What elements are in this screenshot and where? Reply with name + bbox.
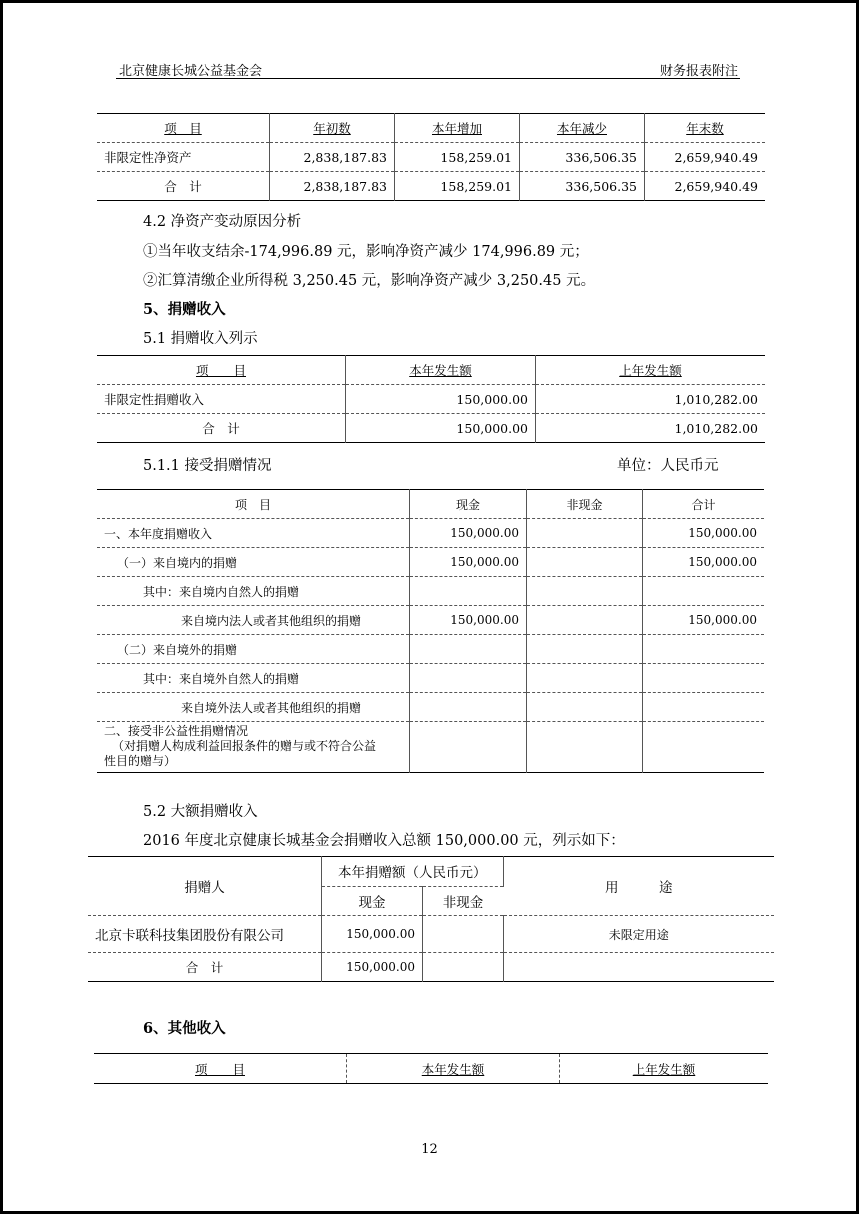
- header-doc-title: 财务报表附注: [659, 64, 738, 79]
- usage-value: 未限定用途: [503, 916, 774, 953]
- row-label: 非限定性净资产: [97, 143, 270, 172]
- header-cell: 捐赠人: [88, 857, 322, 916]
- table-row: [97, 722, 764, 773]
- paragraph: 2016 年度北京健康长城基金会捐赠收入总额 150,000.00 元，列示如下：: [143, 833, 625, 849]
- cell-value: 150,000.00: [643, 519, 765, 548]
- table-row: [97, 606, 764, 635]
- row-label: 其中：来自境内自然人的捐赠: [97, 577, 410, 606]
- cell-value: [527, 606, 643, 635]
- cell-value: 336,506.35: [520, 172, 645, 201]
- cell-value: [527, 519, 643, 548]
- header-cell: 现金: [322, 886, 423, 916]
- table-total-row: [88, 953, 774, 982]
- row-label: 合 计: [97, 172, 270, 201]
- row-label-line: 二、接受非公益性捐赠情况: [104, 724, 249, 738]
- table-row: [97, 635, 764, 664]
- header-cell: 非现金: [527, 490, 643, 519]
- row-label: 来自境外法人或者其他组织的捐赠: [97, 693, 410, 722]
- header-cell: 项 目: [94, 1054, 347, 1084]
- section-title-5: 5、捐赠收入: [143, 301, 226, 318]
- section-title-5-1-1: 5.1.1 接受捐赠情况: [143, 458, 272, 474]
- header-cell: 合计: [643, 490, 765, 519]
- cell-value: 2,659,940.49: [645, 143, 766, 172]
- header-cell: 年初数: [270, 114, 395, 143]
- cell-value: [527, 722, 643, 773]
- header-cell: 本年发生额: [347, 1054, 560, 1084]
- cell-value: 150,000.00: [322, 953, 423, 982]
- table-header-row: [97, 356, 765, 385]
- header-cell: 项 目: [97, 490, 410, 519]
- table-row: [97, 548, 764, 577]
- cell-value: 1,010,282.00: [536, 385, 766, 414]
- header-org-name: 北京健康长城公益基金会: [119, 64, 263, 79]
- header-cell: 年末数: [645, 114, 766, 143]
- table-row: [97, 577, 764, 606]
- cell-value: [643, 577, 765, 606]
- cell-value: [643, 722, 765, 773]
- row-label: 非限定性捐赠收入: [97, 385, 346, 414]
- cell-value: [503, 953, 774, 982]
- cell-value: 336,506.35: [520, 143, 645, 172]
- cell-value: 2,838,187.83: [270, 172, 395, 201]
- table-row: [97, 664, 764, 693]
- table-row: [97, 143, 765, 172]
- header-cell: 上年发生额: [632, 1061, 696, 1077]
- row-label: 合 计: [97, 414, 346, 443]
- cell-value: [423, 916, 504, 953]
- donation-income-table: [97, 355, 765, 443]
- section-title-5-2: 5.2 大额捐赠收入: [143, 804, 258, 820]
- row-label-line: 性目的赠与）: [104, 754, 177, 768]
- cell-value: 2,838,187.83: [270, 143, 395, 172]
- cell-value: [643, 635, 765, 664]
- header-cell: 本年捐赠额（人民币元）: [322, 857, 504, 887]
- cell-value: [643, 664, 765, 693]
- table-row: [97, 519, 764, 548]
- cell-value: 2,659,940.49: [674, 178, 758, 194]
- cell-value: 150,000.00: [410, 548, 527, 577]
- table-total-row: [97, 414, 765, 443]
- other-income-table: [94, 1053, 768, 1084]
- cell-value: 150,000.00: [346, 414, 536, 443]
- cell-value: 150,000.00: [410, 606, 527, 635]
- cell-value: [410, 722, 527, 773]
- row-label: [97, 722, 410, 773]
- header-cell: 上年发生额: [536, 356, 766, 385]
- cell-value: [643, 693, 765, 722]
- cell-value: [527, 548, 643, 577]
- cell-value: [527, 664, 643, 693]
- cell-value: 150,000.00: [322, 916, 423, 953]
- section-title-4-2: 4.2 净资产变动原因分析: [143, 214, 302, 230]
- cell-value: 150,000.00: [346, 385, 536, 414]
- cell-value: [410, 693, 527, 722]
- row-label: 其中：来自境外自然人的捐赠: [97, 664, 410, 693]
- cell-value: 158,259.01: [395, 172, 520, 201]
- unit-label: 单位：人民币元: [617, 458, 719, 474]
- table-total-row: [97, 172, 765, 201]
- received-donations-table: [97, 489, 764, 773]
- net-assets-table: [97, 113, 765, 201]
- row-label: 合 计: [88, 953, 322, 982]
- table-header-row: [97, 114, 765, 143]
- cell-value: [527, 577, 643, 606]
- header-cell: 本年增加: [395, 114, 520, 143]
- cell-value: 150,000.00: [643, 548, 765, 577]
- row-label: （二）来自境外的捐赠: [97, 635, 410, 664]
- row-label: 来自境内法人或者其他组织的捐赠: [97, 606, 410, 635]
- table-row: [88, 916, 774, 953]
- cell-value: 150,000.00: [643, 606, 765, 635]
- section-title-6: 6、其他收入: [143, 1020, 226, 1037]
- paragraph: ①当年收支结余-174,996.89 元，影响净资产减少 174,996.89 元；: [143, 244, 589, 260]
- header-cell: 用 途: [503, 857, 774, 916]
- table-row: [97, 385, 765, 414]
- table-header-row: [97, 490, 764, 519]
- cell-value: [527, 635, 643, 664]
- header-cell: 项 目: [97, 356, 346, 385]
- paragraph: ②汇算清缴企业所得税 3,250.45 元，影响净资产减少 3,250.45 元。: [143, 273, 596, 289]
- row-label: （一）来自境内的捐赠: [97, 548, 410, 577]
- cell-value: 150,000.00: [410, 519, 527, 548]
- header-rule: [116, 78, 740, 79]
- header-cell: 现金: [410, 490, 527, 519]
- cell-value: 1,010,282.00: [674, 420, 758, 436]
- header-cell: 非现金: [423, 886, 504, 916]
- page-number: 12: [421, 1142, 438, 1157]
- section-title-5-1: 5.1 捐赠收入列示: [143, 331, 258, 347]
- cell-value: [410, 577, 527, 606]
- table-header-row: [88, 857, 774, 887]
- table-row: [97, 693, 764, 722]
- cell-value: 158,259.01: [395, 143, 520, 172]
- row-label: 一、本年度捐赠收入: [97, 519, 410, 548]
- donor-name: 北京卡联科技集团股份有限公司: [88, 916, 322, 953]
- table-header-row: [94, 1054, 768, 1084]
- cell-value: [410, 635, 527, 664]
- header-cell: 本年发生额: [346, 356, 536, 385]
- header-cell: 项 目: [97, 114, 270, 143]
- header-cell: 本年减少: [520, 114, 645, 143]
- cell-value: [410, 664, 527, 693]
- cell-value: [423, 953, 504, 982]
- large-donations-table: [88, 856, 774, 982]
- row-label-line: （对捐赠人构成利益回报条件的赠与或不符合公益: [112, 739, 377, 753]
- cell-value: [527, 693, 643, 722]
